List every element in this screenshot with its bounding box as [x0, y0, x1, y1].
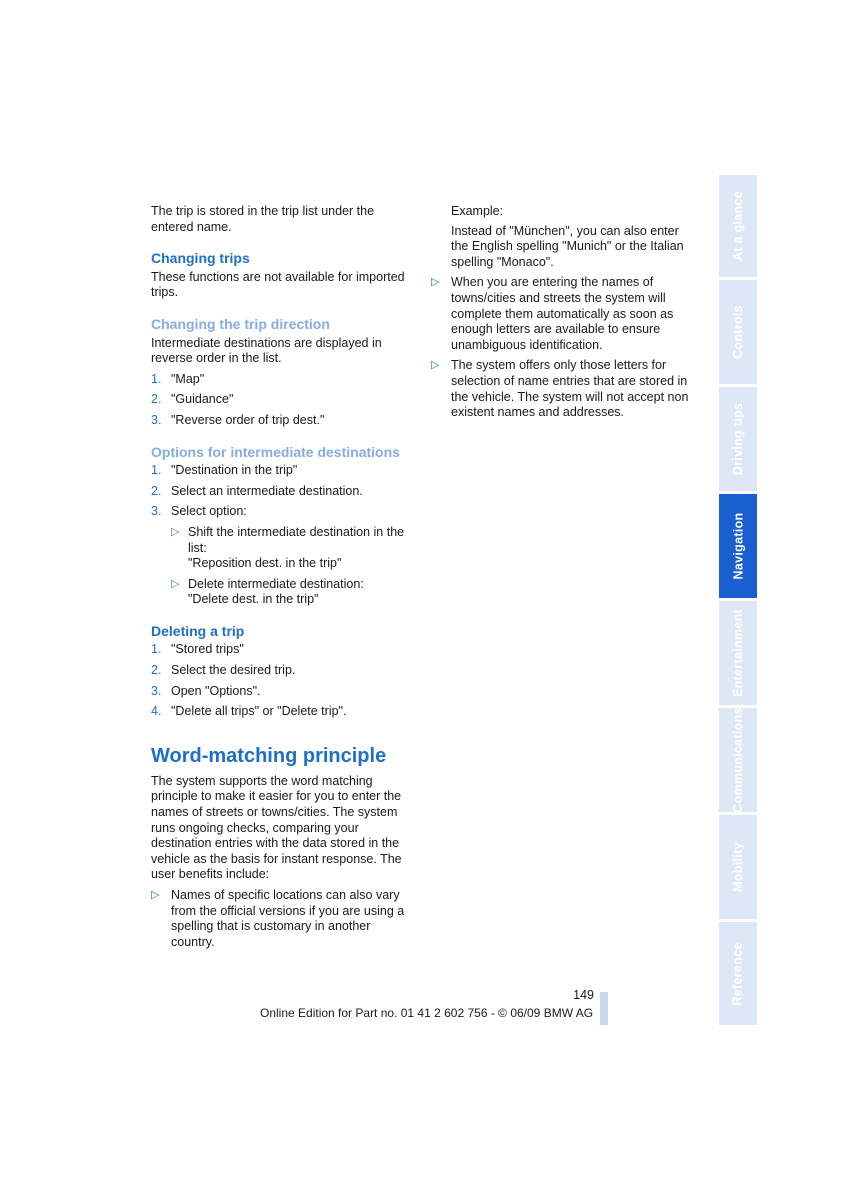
step-text: Select option: — [171, 504, 247, 519]
bullet-text: When you are entering the names of towns/cities and streets the system will complete them automatically as soon as enough letters are available to ensure unambiguous identification. — [451, 275, 674, 352]
tab-driving-tips[interactable]: Driving tips — [719, 387, 757, 491]
heading-deleting: Deleting a trip — [151, 622, 245, 639]
bullet-text: "Reposition dest. in the trip" — [188, 556, 342, 571]
step-text: "Delete all trips" or "Delete trip". — [171, 704, 347, 719]
step-number: 4. — [151, 704, 162, 719]
list-item — [151, 372, 413, 388]
list-item — [151, 663, 413, 679]
tab-communications[interactable]: Communications — [719, 708, 757, 812]
intro-text: The trip is stored in the trip list under the entered name. — [151, 204, 375, 234]
step-text: Select the desired trip. — [171, 663, 296, 678]
step-text: "Destination in the trip" — [171, 463, 298, 478]
list-item — [431, 358, 693, 420]
heading-word-matching: Word-matching principle — [151, 744, 387, 767]
list-item — [151, 463, 413, 479]
step-number: 3. — [151, 412, 162, 427]
footer-bar — [600, 992, 608, 1025]
heading-changing-trips: Changing trips — [151, 250, 250, 267]
triangle-right-icon: ▷ — [431, 359, 440, 372]
step-number: 2. — [151, 483, 162, 498]
step-number: 1. — [151, 371, 162, 386]
tab-mobility[interactable]: Mobility — [719, 815, 757, 919]
list-item — [151, 704, 413, 720]
list-item — [171, 577, 413, 608]
example-label: Example: — [451, 204, 504, 218]
step-number: 2. — [151, 392, 162, 407]
step-number: 2. — [151, 663, 162, 678]
triangle-right-icon: ▷ — [431, 276, 440, 289]
word-matching-text: The system supports the word matching principle to make it easier for you to enter the names of streets or towns/cities. The system runs ongoing checks, comparing your destination entries with the data stored in the vehicle as the basis for instant response. The user benefits include: — [151, 773, 402, 882]
list-item — [151, 642, 413, 658]
tab-reference[interactable]: Reference — [719, 922, 757, 1025]
list-item — [151, 413, 413, 429]
left-column — [151, 204, 413, 950]
list-item — [151, 484, 413, 500]
example-text: Instead of "München", you can also enter the English spelling "Munich" or the Italian spelling "Monaco". — [451, 223, 684, 269]
step-text: "Guidance" — [171, 392, 234, 407]
list-item — [171, 525, 413, 572]
triangle-right-icon: ▷ — [151, 889, 160, 901]
triangle-right-icon: ▷ — [171, 525, 180, 538]
step-text: Open "Options". — [171, 683, 261, 698]
step-number: 3. — [151, 683, 162, 698]
step-number: 1. — [151, 642, 162, 657]
list-item — [151, 504, 413, 520]
step-number: 3. — [151, 504, 162, 519]
heading-options: Options for intermediate destinations — [151, 443, 400, 460]
list-item — [151, 392, 413, 408]
bullet-text: "Delete dest. in the trip" — [188, 592, 319, 607]
bullet-text: Names of specific locations can also vary from the official versions if you are using a spelling that is customary in another country. — [171, 888, 405, 949]
step-text: "Reverse order of trip dest." — [171, 412, 325, 427]
bullet-text: Delete intermediate destination: — [188, 576, 364, 591]
bullet-text: The system offers only those letters for selection of name entries that are stored in the vehicle. The system will not accept non existent names and addresses. — [451, 358, 689, 420]
heading-changing-direction: Changing the trip direction — [151, 315, 330, 332]
list-item — [431, 275, 693, 353]
page-number: 149 — [573, 988, 594, 1002]
changing-trips-text: These functions are not available for imported trips. — [151, 269, 405, 300]
tab-controls[interactable]: Controls — [719, 280, 757, 384]
step-text: "Map" — [171, 371, 205, 386]
footer-text: Online Edition for Part no. 01 41 2 602 756 - © 06/09 BMW AG — [260, 1006, 594, 1020]
step-text: "Stored trips" — [171, 642, 244, 657]
list-item — [151, 888, 413, 950]
list-item — [151, 684, 413, 700]
step-text: Select an intermediate destination. — [171, 483, 363, 498]
triangle-right-icon: ▷ — [171, 577, 180, 590]
tab-entertainment[interactable]: Entertainment — [719, 601, 757, 705]
changing-direction-text: Intermediate destinations are displayed in reverse order in the list. — [151, 335, 382, 366]
bullet-text: Shift the intermediate destination in the list: — [188, 524, 405, 555]
tab-at-a-glance[interactable]: At a glance — [719, 175, 757, 277]
step-number: 1. — [151, 463, 162, 478]
sub-options — [151, 525, 413, 608]
right-column — [431, 204, 693, 421]
tab-navigation[interactable]: Navigation — [719, 494, 757, 598]
